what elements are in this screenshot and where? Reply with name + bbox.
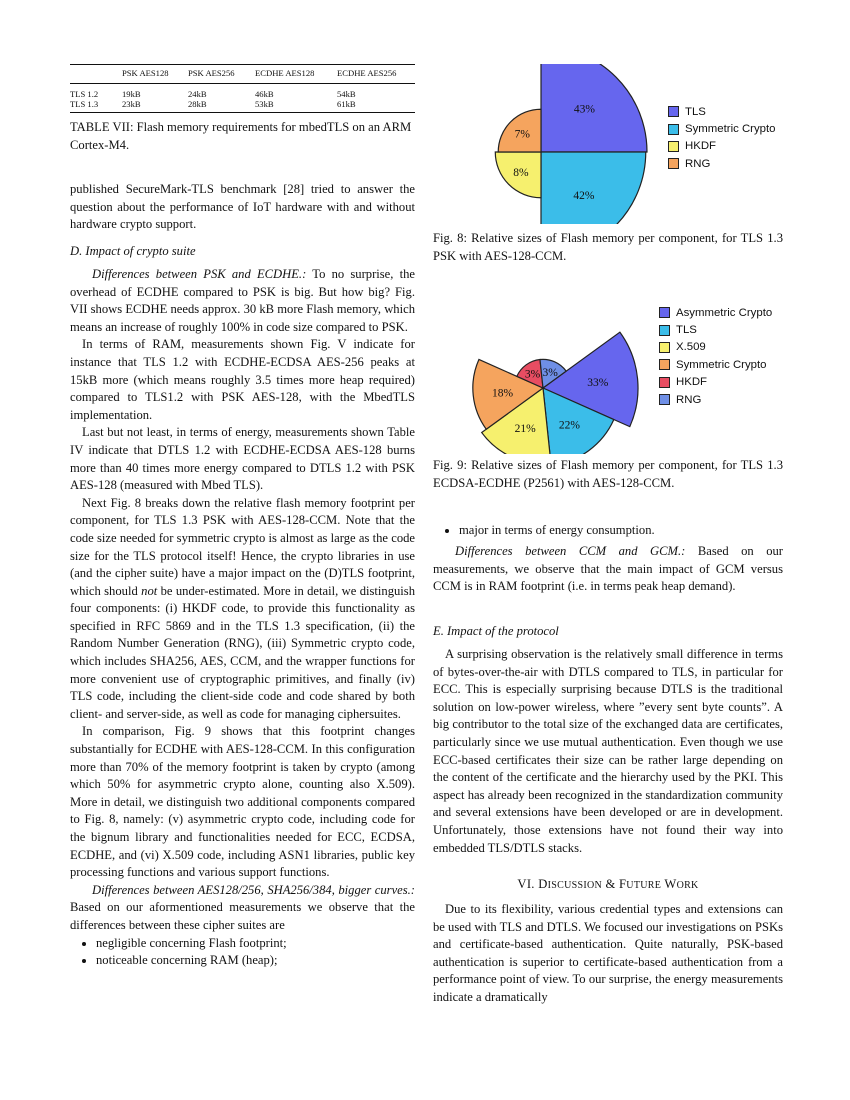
list-item: • noticeable concerning RAM (heap);: [96, 952, 415, 970]
paragraph-run-heading: Differences between CCM and GCM.:: [455, 544, 686, 558]
legend-swatch: [668, 158, 679, 169]
table-cell: 23kB: [122, 99, 141, 109]
paragraph-intro: published SecureMark-TLS benchmark [28] tried to answer the question about the performance of IoT hardware with and without hardware crypto support.: [70, 182, 415, 232]
fig8-caption: Fig. 8: Relative sizes of Flash memory per component, for TLS 1.3 PSK with AES-128-CCM.: [433, 231, 783, 263]
heading-run: VI. D: [517, 877, 548, 891]
heading-run: & F: [602, 877, 627, 891]
table-header-row: [70, 68, 415, 78]
pie-slice-label: 33%: [587, 377, 609, 390]
legend-item: [659, 304, 772, 321]
fig9-legend: [659, 304, 772, 408]
table-cell: TLS 1.2: [70, 89, 99, 99]
pie-slice-label: 8%: [513, 167, 529, 180]
legend-swatch: [659, 307, 670, 318]
section-heading-e: E. Impact of the protocol: [433, 624, 559, 638]
paragraph-psk-ecdhe: [70, 266, 415, 336]
fig8-legend: [668, 103, 776, 173]
paragraph-fig9: In comparison, Fig. 9 shows that this footprint changes substantially for ECDHE with AES-128-CCM. In this configuration more than 70% of the memory footprint is taken by crypto (among which 50% for asymmetric crypto alone, counting also X.509). More in detail, we distinguish two additional components compared to Fig. 8, namely: (v) asymmetric crypto code, including code for the bignum library and functionalities needed for ECC, ECDSA, ECDHE, and (vi) X.509 code, including ASN1 libraries, public key processing functions and various support functions.: [70, 724, 415, 880]
table-header-cell: PSK AES256: [188, 68, 235, 78]
pie-slice-label: 3%: [524, 368, 541, 381]
left-body: [70, 266, 415, 970]
table-header-cell: [70, 68, 122, 78]
pie-slice-label: 18%: [491, 387, 514, 400]
pie-slice-symmetric-crypto: [541, 152, 646, 224]
table-top-rule: [70, 64, 415, 65]
paragraph-discussion: Due to its flexibility, various credential types and extensions can be used with TLS and DTLS. We focused our investigations on PSKs and certificate-based authentication. Quite naturally, PSK-based authentication is superior to certificate-based authentication from a performance point of view. To our surprise, the energy measurements indicate a dramatically: [433, 902, 783, 1004]
list-item: • major in terms of energy consumption.: [459, 522, 783, 540]
section-heading-vi: [433, 876, 783, 895]
table-vii: [70, 64, 415, 113]
legend-swatch: [659, 394, 670, 405]
pie-slice-label: 7%: [514, 128, 530, 141]
table-vii-grid: [70, 68, 415, 78]
pie-slice-label: 43%: [573, 103, 596, 116]
fig9-caption: Fig. 9: Relative sizes of Flash memory per component, for TLS 1.3 ECDSA-ECDHE (P2561) with AES-128-CCM.: [433, 458, 783, 490]
right-body-top: [433, 543, 783, 596]
table-cell: 24kB: [188, 89, 207, 99]
legend-item: [659, 391, 772, 408]
legend-label: Symmetric Crypto: [685, 123, 776, 136]
paragraph-ram: In terms of RAM, measurements shown Fig. V indicate for instance that TLS 1.2 with ECDHE-ECDSA AES-256 peaks at 15kB more (which means roughly 3.5 times more heap required) compared to TLS1.2 with PSK AES-128, with the MbedTLS implementation.: [70, 337, 415, 422]
table-cell: 61kB: [337, 99, 356, 109]
table-header-cell: PSK AES128: [122, 68, 169, 78]
legend-swatch: [659, 325, 670, 336]
pie-slice-label: 3%: [542, 366, 558, 379]
legend-swatch: [668, 124, 679, 135]
heading-run: ORK: [676, 880, 699, 891]
paragraph-run: Next Fig. 8 breaks down the relative flash memory footprint per component, for TLS 1.3 PSK with AES-128-CCM. Note that the code size needed for symmetric crypto is almost as large as the code size for the TLS protocol itself! Hence, the crypto libraries in use (and the cipher suite) have a major impact on the (D)TLS footprint, which should: [70, 495, 415, 598]
legend-label: HKDF: [676, 376, 708, 389]
paragraph-protocol: A surprising observation is the relatively small difference in terms of bytes-over-the-air with DTLS compared to TLS, in particular for ECC. This is especially surprising because DTLS is the traditional solution on low-power wireless, where ”every sent byte counts”. A big contributor to the total size of the exchanged data are certificates, particularly since we use mutual authentication. Even though we use ECC-based certificates their size can be rather large depending on the content of the certificate and the hierarchy used by the PKI. This aspect has already been recognized in the standardization community and several extensions have been developed or are in development. Unfortunately, those extensions have not found their way into embedded TLS/DTLS stacks.: [433, 647, 783, 855]
legend-swatch: [668, 141, 679, 152]
emphasis-not: not: [141, 583, 158, 598]
right-column: [433, 0, 783, 1100]
heading-run: ISCUSSION: [547, 880, 602, 891]
legend-item: [668, 155, 776, 172]
pie-slice-label: 22%: [558, 419, 580, 432]
legend-label: Asymmetric Crypto: [676, 306, 773, 319]
legend-item: [668, 120, 776, 137]
fig9-pie-chart: [433, 284, 663, 454]
legend-label: RNG: [676, 393, 702, 406]
paragraph-fig8: [70, 495, 415, 724]
paragraph-run: be under-estimated. More in detail, we distinguish four components: (i) HKDF code, to provide this functionality as specified in RFC 5869 and in the TLS 1.3 specification, (ii) the Random Number Generation (RNG), (iii) Symmetric crypto code, which includes SHA256, AES, CCM, and the wrapper functions for more convenient use of cryptographic primitives, and finally (iv) TLS code, including the client-side code and code shared by both client- and server-side, as well as code for managing ciphersuites.: [70, 583, 415, 721]
paragraph-run: Based on our measurements, we observe that the main impact of GCM versus CCM is in RAM footprint (i.e. in terms peak heap demand).: [433, 544, 783, 594]
heading-run: W: [661, 877, 677, 891]
paragraph-aes-sha: [70, 882, 415, 935]
table-row: [70, 89, 415, 99]
bullet-list: [70, 935, 415, 970]
table-cell: 28kB: [188, 99, 207, 109]
table-caption: TABLE VII: Flash memory requirements for mbedTLS on an ARM Cortex-M4.: [70, 120, 412, 152]
heading-run: UTURE: [626, 880, 662, 891]
paragraph-energy: Last but not least, in terms of energy, measurements shown Table IV indicate that DTLS 1.2 with ECDHE-ECDSA AES-128 burns more than 40 times more energy compared to DTLS 1.2 with PSK AES-128 (measured with Mbed TLS).: [70, 425, 415, 493]
table-cell: 46kB: [255, 89, 274, 99]
legend-label: TLS: [676, 324, 697, 337]
legend-swatch: [668, 106, 679, 117]
table-cell: TLS 1.3: [70, 99, 99, 109]
paragraph-run: Based on our aformentioned measurements we observe that the differences between these cipher suites are: [70, 900, 415, 932]
legend-item: [659, 356, 772, 373]
legend-item: [668, 103, 776, 120]
table-cell: 19kB: [122, 89, 141, 99]
table-bottom-rule: [70, 112, 415, 113]
paragraph-run-heading: Differences between PSK and ECDHE.:: [92, 267, 307, 281]
legend-item: [659, 339, 772, 356]
table-header-cell: ECDHE AES256: [337, 68, 397, 78]
legend-item: [659, 374, 772, 391]
pie-slice-label: 42%: [573, 189, 595, 202]
legend-label: HKDF: [685, 140, 717, 153]
pie-slice-label: 21%: [514, 423, 536, 436]
legend-label: TLS: [685, 105, 706, 118]
legend-item: [659, 321, 772, 338]
legend-label: X.509: [676, 341, 706, 354]
legend-swatch: [659, 359, 670, 370]
legend-label: RNG: [685, 157, 711, 170]
table-mid-rule: [70, 83, 415, 84]
section-heading-d: D. Impact of crypto suite: [70, 244, 196, 258]
paragraph-run-heading: Differences between AES128/256, SHA256/384, bigger curves.:: [92, 882, 415, 897]
bullet-list-continued: [433, 522, 783, 540]
paragraph-ccm-gcm: [433, 543, 783, 596]
table-vii-body: [70, 89, 415, 109]
fig8-pie-chart: [433, 64, 663, 224]
legend-label: Symmetric Crypto: [676, 358, 767, 371]
paragraph-run: To no surprise, the overhead of ECDHE compared to PSK is big. But how big? Fig. VII shows ECDHE needs approx. 30 kB more Flash memory, which means an increase of roughly 100% in code size compared to PSK.: [70, 267, 415, 334]
legend-item: [668, 138, 776, 155]
table-cell: 54kB: [337, 89, 356, 99]
legend-swatch: [659, 342, 670, 353]
list-item: • negligible concerning Flash footprint;: [96, 935, 415, 953]
table-row: [70, 99, 415, 109]
legend-swatch: [659, 377, 670, 388]
table-cell: 53kB: [255, 99, 274, 109]
table-header-cell: ECDHE AES128: [255, 68, 315, 78]
